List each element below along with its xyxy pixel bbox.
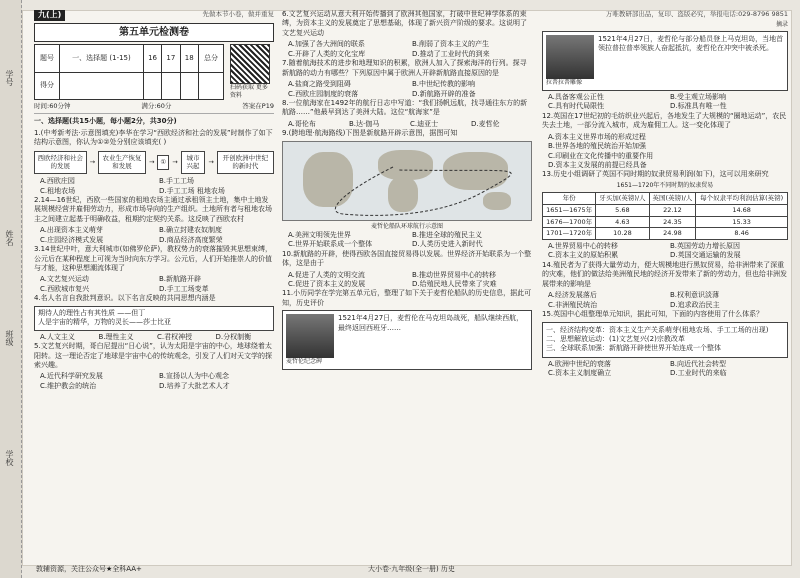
option[interactable]: D.分权制衡 [215, 332, 252, 341]
summary-line: 三、全球联系加强：新航路开辟使世界开始连成一个整体 [546, 344, 721, 353]
answer-ref: 答案在P19 [242, 102, 274, 111]
grade-badge: 九(上) [34, 10, 65, 21]
material-text: 1521年4月27日，麦哲伦在马克坦岛战死，船队继续西航，最终返回西班牙…… [338, 314, 524, 332]
footer-middle: 大小卷·九年级(全一册) 历史 [368, 565, 455, 573]
option[interactable]: C.庄园经济模式发展 [40, 235, 104, 244]
copyright-line: 万唯教研部出品，复印、盗版必究，举报电话:029-8796 9851 [605, 10, 788, 18]
option[interactable]: C.促进了资本主义的发展 [288, 279, 366, 288]
diagram-box: 城市兴起 [181, 151, 206, 175]
excerpt-tag: 摘录 [775, 20, 788, 28]
options [34, 226, 274, 245]
table-header: 年份 [543, 192, 596, 204]
score-cell: 总分 [198, 45, 223, 73]
options [34, 275, 274, 294]
options [282, 80, 532, 99]
summary-line: 一、经济结构变革：资本主义生产关系萌芽(租地农场、手工工场的出现) [546, 325, 769, 334]
exam-time: 时间:60分钟 [34, 102, 71, 111]
diagram-box: 开创欧洲中世纪的新时代 [217, 151, 274, 175]
score-input[interactable] [60, 72, 144, 100]
option[interactable]: D.商品经济高度繁荣 [159, 235, 223, 244]
table-row: 1676—1700年 4.63 24.35 15.33 [543, 216, 788, 228]
binding-label: 学校 [5, 450, 14, 466]
table-header: 牙买加(英镑)/人 [596, 192, 649, 204]
option[interactable]: A.出现资本主义萌芽 [40, 226, 103, 235]
option[interactable]: C.具有时代局限性 [548, 102, 605, 111]
right-column [542, 10, 788, 379]
option[interactable]: B.权利意识淡薄 [670, 291, 720, 300]
question-text: 9.(跨地理·航海路线)下图是新航路开辟示意图，据图可知 [282, 129, 458, 138]
option[interactable]: A.世界贸易中心的转移 [548, 242, 618, 251]
summary-line: 二、思想解放运动：(1)文艺复兴(2)宗教改革 [546, 334, 685, 343]
options [282, 40, 532, 59]
binding-label: 班级 [5, 330, 14, 346]
score-cell: 得分 [35, 72, 60, 100]
structure-diagram: 西欧经济和社会的发展 → 农业生产恢复和发展 → ① → 城市兴起 → 开创欧洲中世纪的新时代 [34, 151, 274, 175]
question-text: 3.14世纪中叶，意大利城市(如佛罗伦萨)，教权势力的衰落摧毁其思想束缚，公元后在某种程度上可视为当时向东方学习。公元后，人们开始推崇人的价值与才能，这种思想潮流体现了 [34, 245, 273, 273]
qr-code-icon[interactable] [230, 44, 270, 84]
data-table [542, 192, 788, 240]
question-text: 7.随着航海技术的进步和地理知识的积累，欧洲人加入了探索海洋的行列。探寻新航路的动力有哪些？下列原因中属于欧洲人开辟新航路直接原因的是 [282, 59, 527, 77]
option[interactable]: D.英国交通运输的发展 [670, 251, 741, 260]
score-cell: 16 [143, 45, 161, 73]
options [282, 231, 532, 250]
map-caption: 麦哲伦船队环球航行示意图 [370, 222, 443, 230]
option[interactable]: B.手工工场 [159, 177, 195, 186]
score-input[interactable] [198, 72, 223, 100]
option[interactable]: C.世界开始联系成一个整体 [288, 240, 373, 249]
option[interactable]: B.推进全球的殖民主义 [412, 230, 483, 239]
route-line [283, 142, 532, 222]
binding-label: 学号 [5, 70, 14, 86]
statue-image [546, 35, 594, 79]
question-text: 5.文艺复兴时期，哥白尼提出“日心说”，认为太阳是宇宙的中心，地球绕着太阳转。这一理论否定了地球是宇宙中心的传统观念，引发了人们对天文学的探索兴趣。 [34, 342, 272, 369]
question-text: 10.新航路的开辟，使得西欧各国直接贸易得以发展。世界经济开始联系为一个整体，这是由于 [282, 249, 532, 268]
option[interactable]: B.新航路开辟 [159, 275, 202, 284]
option[interactable]: A.欧洲中世纪的衰落 [548, 359, 611, 368]
option[interactable]: B.英国劳动力增长原因 [670, 242, 741, 251]
question-text: 13.历史小组调研了英国不同时期的奴隶贸易利润(如下)，这可以用来研究 [542, 170, 769, 179]
diagram-box: 农业生产恢复和发展 [98, 151, 146, 175]
score-input[interactable] [162, 72, 180, 100]
exam-full-score: 满分:60分 [141, 102, 172, 111]
score-cell: 一、选择题 (1-15) [60, 45, 144, 73]
qr-caption: 扫码获取 更多 资料 [230, 84, 268, 100]
option[interactable]: C.君权神授 [157, 332, 193, 341]
option[interactable]: C.租地农场 [40, 186, 76, 195]
binding-label: 姓名 [5, 230, 14, 246]
option[interactable]: D.麦哲伦 [471, 119, 500, 128]
option[interactable]: A.文艺复兴运动 [40, 275, 89, 284]
option[interactable]: D.给殖民地人民带来了灾难 [412, 279, 497, 288]
score-cell: 17 [162, 45, 180, 73]
image-caption: 麦哲伦纪念碑 [286, 358, 323, 366]
option[interactable]: A.加强了各大洲间的联系 [288, 40, 365, 49]
option[interactable]: C.开辟了人类的文化宝库 [288, 49, 366, 58]
option[interactable]: D.资本主义发展的前提已经具备 [548, 161, 647, 170]
option[interactable]: D.追求政治民主 [670, 300, 720, 309]
summary-box [542, 322, 788, 358]
material-box [282, 310, 532, 370]
option[interactable]: D.培养了大批艺术人才 [159, 381, 230, 390]
option[interactable]: B.达·伽马 [349, 119, 380, 128]
options [542, 242, 788, 261]
section-heading: 一、选择题(共15小题，每小题2分，共30分) [34, 117, 177, 126]
option[interactable]: B.世界各地的殖民统治开始加强 [548, 142, 647, 151]
options [542, 133, 788, 171]
option[interactable]: D.新航路开辟的准备 [412, 89, 476, 98]
option[interactable]: A.具备客观公正性 [548, 92, 604, 101]
score-input[interactable] [180, 72, 198, 100]
option[interactable]: B.宣扬以人为中心观念 [159, 372, 230, 381]
table-row: 1701—1720年 10.28 24.98 8.46 [543, 228, 788, 240]
option[interactable]: B.削弱了资本主义的产生 [412, 40, 490, 49]
option[interactable]: C.印刷业在文化传播中的重要作用 [548, 151, 654, 160]
middle-column [282, 10, 532, 372]
option[interactable]: A.盐商之路受到阻碍 [288, 80, 351, 89]
option[interactable]: B.中世纪传教的影响 [412, 80, 476, 89]
question-text: 15.英国中心组整理单元知识，据此可知，下面的内容使用了什么体系？ [542, 310, 764, 319]
left-column [34, 10, 274, 391]
options [34, 372, 274, 391]
option[interactable]: C.非洲殖民统治 [548, 300, 598, 309]
binding-strip [0, 0, 22, 578]
question-text: 12.英国在17世纪初的毛纺织业兴起后，各地发生了大规模的“圈地运动”，农民失去土地，一部分流入城市，成为雇佣工人。这一变化体现了 [542, 111, 787, 130]
table-header: 英国(英镑)/人 [649, 192, 696, 204]
score-cell: 题号 [35, 45, 60, 73]
question-text: 14.殖民者为了获得大量劳动力，便大规模地进行黑奴贸易，给非洲带来了深重的灾难，他们的做法给美洲殖民地的经济开发带来了新的劳动力，但也给非洲发展带来的影响是 [542, 260, 787, 288]
option[interactable]: C.迪亚士 [410, 119, 439, 128]
options [542, 291, 788, 310]
option[interactable]: A.经济发展落后 [548, 291, 597, 300]
option[interactable]: B.理性主义 [98, 332, 134, 341]
options [282, 271, 532, 290]
world-map-image [282, 141, 532, 221]
question-text: 4.名人名言自我批判意识。以下名言反映的共同思想内涵是 [34, 294, 216, 303]
options [542, 360, 788, 379]
quote: 期待人的理性占有其性质 ——但丁 [38, 308, 146, 317]
quote: 人是宇宙的精华，万物的灵长——莎士比亚 [38, 318, 171, 327]
option[interactable]: B.受主观立场影响 [670, 92, 727, 101]
monument-image [286, 314, 334, 358]
option[interactable]: A.西欧庄园 [40, 177, 75, 186]
option[interactable]: B.向近代社会转型 [670, 359, 727, 368]
options [34, 333, 274, 342]
option[interactable]: D.标准具有唯一性 [670, 102, 727, 111]
image-caption: 拉普拉普雕像 [546, 78, 583, 86]
table-header: 每个奴隶平均利润估算(英镑) [696, 192, 788, 204]
option[interactable]: C.西欧城市复兴 [40, 284, 90, 293]
options [542, 93, 788, 112]
option[interactable]: C.西欧庄园制度的衰落 [288, 89, 359, 98]
score-table [34, 44, 224, 100]
diagram-box: 西欧经济和社会的发展 [34, 151, 87, 175]
table-title: 1651—1720年不同时期的奴隶贸易 [616, 181, 714, 189]
option[interactable]: A.促进了人类的文明交流 [288, 270, 365, 279]
option[interactable]: B.推动世界贸易中心的转移 [412, 270, 497, 279]
option[interactable]: D.人类历史进入新时代 [412, 240, 483, 249]
qr-block [230, 44, 270, 100]
material-box [542, 31, 788, 91]
options [34, 177, 274, 196]
material-text: 1521年4月27日，麦哲伦与部分船员登上马克坦岛，当地首领拉普拉普率领族人奋起抵抗，麦哲伦在冲突中被杀死。 [598, 34, 784, 53]
option[interactable]: B.确立封建农奴制度 [159, 226, 223, 235]
table-row: 1651—1675年 5.68 22.12 14.68 [543, 204, 788, 216]
option[interactable]: C.资本主义的原始积累 [548, 251, 619, 260]
slogan: 先做本节小卷，做并重复 [202, 10, 274, 18]
option[interactable]: D.工业时代的来临 [670, 369, 727, 378]
option[interactable]: A.哥伦布 [288, 119, 316, 128]
option[interactable]: A.近代科学研究发展 [40, 372, 103, 381]
option[interactable]: D.手工工场 租地农场 [159, 186, 225, 195]
question-text: 2.14—16世纪，西欧一些国家的租地农场主通过承租领主土地，集中土地发展规模经营并雇佣劳动力，形成市场导向的生产组织。土地所有者与租地农场主之间建立起基于明确收益，租期约定契约关系。这反映了西欧农村 [34, 195, 272, 223]
option[interactable]: D.推动了工业时代的到来 [412, 49, 490, 58]
options [282, 120, 532, 129]
score-cell: 18 [180, 45, 198, 73]
option[interactable]: D.手工工场变革 [159, 284, 209, 293]
quote-box [34, 306, 274, 331]
option[interactable]: A.人文主义 [40, 332, 75, 341]
question-text: 8.一位航海家在1492年的航行日志中写道：“我们扬帆远航，找寻通往东方的新航路……”他最早到达了美洲大陆。这位“航海家”是 [282, 98, 528, 117]
diagram-blank: ① [157, 155, 169, 170]
question-text: 11.小历同学在学完第五单元后，整理了如下关于麦哲伦船队的历史信息，据此可知，历史评价 [282, 289, 532, 307]
score-input[interactable] [143, 72, 161, 100]
question-text: 6.文艺复兴运动从意大利开始传播到了欧洲其他国家，打破中世纪神学体系的束缚，为资本主义的发展奠定了思想基础，体现了新兴资产阶级的要求。这说明了文艺复兴运动 [282, 10, 527, 37]
option[interactable]: A.美洲文明领先世界 [288, 230, 351, 239]
option[interactable]: A.资本主义世界市场的形成过程 [548, 132, 646, 141]
footer-left: 敦辅资源，关注公众号★全科AA+ [36, 565, 142, 573]
exam-title: 第五单元检测卷 [34, 23, 274, 43]
option[interactable]: C.资本主义制度确立 [548, 369, 612, 378]
option[interactable]: C.维护教会的统治 [40, 381, 97, 390]
question-text: 1.(中考新考法·示意图填充)李华在学习“西欧经济和社会的发展”时制作了如下结构示意图，你认为①②处分别应该填充( ) [34, 128, 273, 147]
